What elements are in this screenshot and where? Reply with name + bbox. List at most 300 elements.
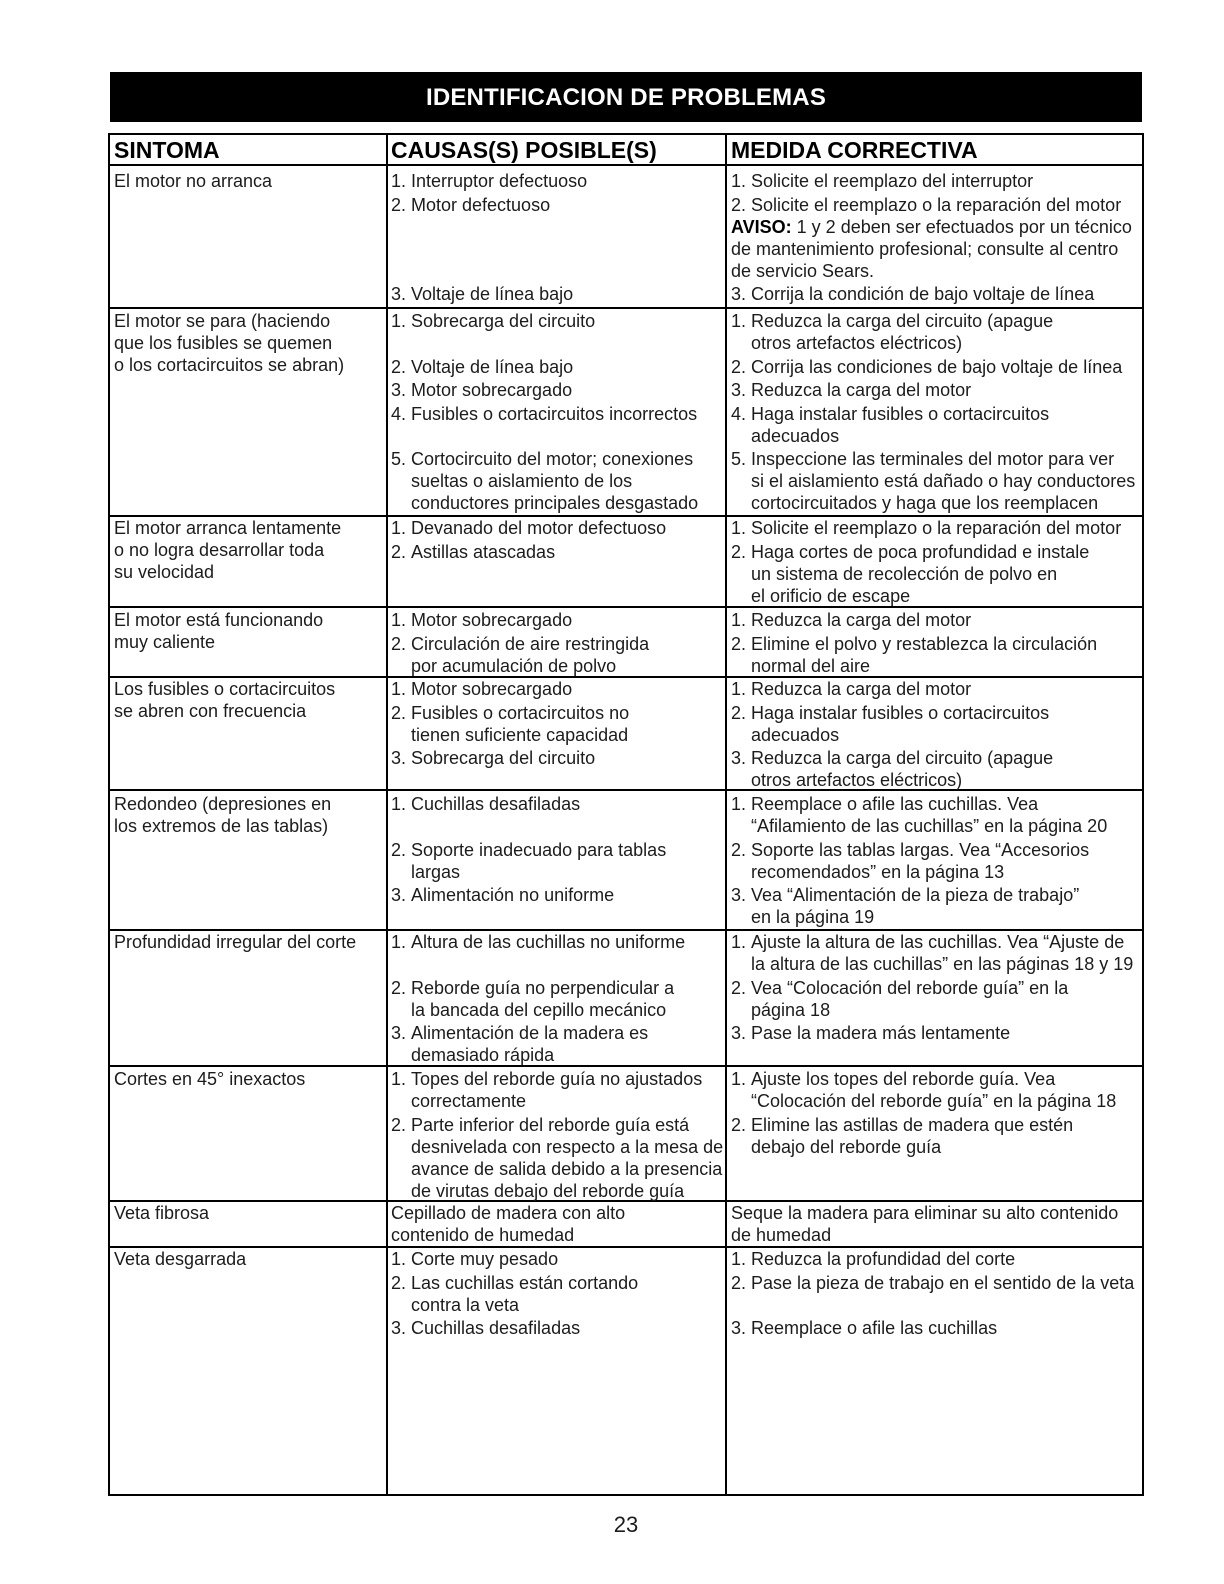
cause-remedy-pair	[388, 609, 1142, 631]
cause-remedy-pair	[388, 403, 1142, 447]
symptom-text-line: muy caliente	[114, 632, 216, 652]
remedy-text-line: debajo del reborde guía	[751, 1136, 942, 1157]
cause-number: 1.	[391, 610, 407, 630]
cause-remedy-pair	[388, 379, 1142, 401]
remedy-text-line: Elimine las astillas de madera que estén	[751, 1114, 1074, 1135]
remedy-entry	[731, 1317, 1142, 1339]
cause-number: 1.	[391, 171, 407, 191]
cause-remedy-group	[388, 1068, 1142, 1202]
cause-cell	[388, 283, 727, 305]
cause-remedy-pair	[388, 1202, 1142, 1246]
remedy-number: 1.	[731, 518, 747, 538]
cause-text-line: avance de salida debido a la presencia	[411, 1158, 723, 1179]
header-symptom: SINTOMA	[114, 137, 220, 163]
cause-number: 3.	[391, 284, 407, 304]
problem-row	[110, 929, 1142, 1065]
cause-text-line: Reborde guía no perpendicular a	[411, 977, 675, 998]
cause-text-line: Motor sobrecargado	[411, 679, 573, 699]
cause-cell	[388, 884, 727, 928]
symptom-cell	[110, 170, 388, 192]
remedy-text-line: Haga cortes de poca profundidad e instale	[751, 541, 1090, 562]
cause-cell	[388, 356, 727, 378]
remedy-entry	[731, 541, 1142, 607]
header-causes: CAUSAS(S) POSIBLE(S)	[391, 137, 657, 163]
cause-remedy-pair	[388, 541, 1142, 607]
cause-text-line: Motor sobrecargado	[411, 610, 573, 630]
cause-text-line: Motor defectuoso	[411, 194, 551, 215]
remedy-entry	[731, 1248, 1142, 1270]
cause-cell	[388, 403, 727, 447]
remedy-text-line: Haga instalar fusibles o cortacircuitos	[751, 403, 1050, 424]
remedy-number: 3.	[731, 284, 747, 304]
cause-remedy-group	[388, 517, 1142, 607]
aviso-note	[731, 216, 1142, 282]
problem-row	[110, 307, 1142, 515]
cause-remedy-pair	[388, 977, 1142, 1021]
remedy-entry	[731, 839, 1142, 883]
remedy-text-line: adecuados	[751, 425, 840, 446]
remedy-text-line: Soporte las tablas largas. Vea “Accesorios	[751, 839, 1090, 860]
aviso-label: AVISO:	[731, 216, 792, 237]
remedy-text-line: Pase la pieza de trabajo en el sentido de la veta	[751, 1272, 1135, 1293]
cause-text-line: sueltas o aislamiento de los	[411, 471, 633, 491]
cause-text-line: por acumulación de polvo	[411, 655, 617, 676]
remedy-entry	[731, 310, 1142, 354]
page-title: IDENTIFICACION DE PROBLEMAS	[110, 72, 1142, 122]
remedy-text-line: otros artefactos eléctricos)	[751, 333, 963, 353]
symptom-cell	[110, 609, 388, 653]
aviso-text-line	[731, 260, 1142, 282]
remedy-number: 3.	[731, 1318, 747, 1338]
remedy-entry	[731, 403, 1142, 447]
cause-text-line: conductores principales desgastado	[411, 493, 699, 513]
remedy-entry	[731, 609, 1142, 631]
remedy-text-line: Reduzca la carga del motor	[751, 380, 972, 400]
symptom-cell	[110, 793, 388, 837]
cause-text-line: demasiado rápida	[411, 1045, 555, 1065]
symptom-text-line: El motor arranca lentamente	[114, 518, 342, 538]
cause-entry	[391, 884, 727, 906]
cause-entry	[391, 1022, 727, 1066]
cause-entry	[391, 1272, 727, 1316]
cause-number: 3.	[391, 885, 407, 905]
cause-remedy-pair	[388, 194, 1142, 282]
cause-remedy-pair	[388, 1248, 1142, 1270]
cause-remedy-group	[388, 609, 1142, 677]
cause-entry	[391, 448, 727, 514]
remedy-text-line: Reemplace o afile las cuchillas. Vea	[751, 794, 1039, 814]
cause-entry	[391, 310, 727, 332]
remedy-cell	[727, 170, 1142, 192]
cause-text-line: Alimentación no uniforme	[411, 885, 615, 905]
cause-remedy-group	[388, 170, 1142, 305]
remedy-cell	[727, 310, 1142, 354]
remedy-entry	[731, 1114, 1142, 1158]
remedy-text-line: Vea “Colocación del reborde guía” en la	[751, 977, 1069, 998]
cause-text-line: Altura de las cuchillas no uniforme	[411, 932, 686, 952]
cause-remedy-pair	[388, 793, 1142, 837]
cause-entry	[391, 356, 727, 378]
cause-entry	[391, 678, 727, 700]
remedy-entry	[731, 194, 1142, 216]
cause-cell	[388, 194, 727, 282]
remedy-text-line: Ajuste la altura de las cuchillas. Vea “Ajuste de	[751, 932, 1125, 952]
cause-number: 2.	[391, 702, 407, 723]
cause-number: 5.	[391, 449, 407, 469]
aviso-text-line	[731, 216, 1142, 238]
cause-entry	[391, 747, 727, 769]
symptom-text-line: El motor está funcionando	[114, 610, 324, 630]
remedy-text-line: adecuados	[751, 724, 840, 745]
remedy-text-line: “Afilamiento de las cuchillas” en la página 20	[751, 816, 1108, 836]
cause-text-line: contenido de humedad	[391, 1225, 575, 1245]
remedy-text-line: Pase la madera más lentamente	[751, 1023, 1011, 1043]
cause-remedy-group	[388, 1202, 1142, 1246]
cause-number: 1.	[391, 794, 407, 814]
remedy-text-line: de humedad	[731, 1225, 832, 1245]
cause-number: 1.	[391, 311, 407, 331]
remedy-text-line: la altura de las cuchillas” en las páginas 18 y 19	[751, 954, 1134, 974]
cause-cell	[388, 1068, 727, 1112]
cause-entry	[391, 609, 727, 631]
remedy-text-line: recomendados” en la página 13	[751, 861, 1005, 882]
cause-text-line: tienen suficiente capacidad	[411, 724, 629, 745]
cause-entry	[391, 283, 727, 305]
remedy-cell	[727, 678, 1142, 700]
cause-entry	[391, 977, 727, 1021]
symptom-text-line: Profundidad irregular del corte	[114, 932, 357, 952]
remedy-text-line: Inspeccione las terminales del motor para ver	[751, 449, 1115, 469]
cause-cell	[388, 541, 727, 607]
cause-number: 2.	[391, 541, 407, 562]
cause-cell	[388, 1022, 727, 1066]
aviso-text: 1 y 2 deben ser efectuados por un técnico	[796, 216, 1132, 237]
cause-remedy-pair	[388, 356, 1142, 378]
cause-remedy-pair	[388, 1272, 1142, 1316]
remedy-cell	[727, 1068, 1142, 1112]
cause-cell	[388, 839, 727, 883]
symptom-cell	[110, 1068, 388, 1090]
remedy-number: 3.	[731, 885, 747, 905]
remedy-text-line: el orificio de escape	[751, 585, 911, 606]
symptom-text-line: se abren con frecuencia	[114, 701, 307, 721]
remedy-cell	[727, 1022, 1142, 1066]
cause-remedy-pair	[388, 517, 1142, 539]
cause-remedy-group	[388, 931, 1142, 1066]
problem-row	[110, 606, 1142, 676]
cause-text-line: Cuchillas desafiladas	[411, 794, 581, 814]
cause-entry	[391, 931, 727, 953]
cause-text-line: Cuchillas desafiladas	[411, 1318, 581, 1338]
remedy-text-line: Solicite el reemplazo o la reparación del motor	[751, 194, 1122, 215]
cause-remedy-group	[388, 1248, 1142, 1339]
symptom-cell	[110, 1202, 388, 1224]
remedy-cell	[727, 793, 1142, 837]
cause-remedy-pair	[388, 1022, 1142, 1066]
cause-text-line: Interruptor defectuoso	[411, 171, 588, 191]
symptom-cell	[110, 678, 388, 722]
remedy-number: 1.	[731, 311, 747, 331]
cause-remedy-pair	[388, 170, 1142, 192]
cause-text-line: Alimentación de la madera es	[411, 1023, 649, 1043]
problem-row	[110, 676, 1142, 789]
remedy-cell	[727, 379, 1142, 401]
column-divider	[386, 135, 388, 1494]
problem-row	[110, 1200, 1142, 1246]
remedy-text-line: Elimine el polvo y restablezca la circulación	[751, 633, 1098, 654]
remedy-entry	[731, 678, 1142, 700]
remedy-number: 3.	[731, 748, 747, 768]
symptom-text-line: Los fusibles o cortacircuitos	[114, 679, 336, 699]
cause-cell	[388, 170, 727, 192]
cause-remedy-pair	[388, 310, 1142, 354]
remedy-entry	[731, 170, 1142, 192]
cause-remedy-pair	[388, 747, 1142, 791]
remedy-cell	[727, 609, 1142, 631]
remedy-text-line: Reduzca la profundidad del corte	[751, 1249, 1016, 1269]
cause-entry	[391, 633, 727, 677]
symptom-cell	[110, 517, 388, 583]
remedy-number: 1.	[731, 794, 747, 814]
cause-number: 2.	[391, 1114, 407, 1135]
cause-remedy-pair	[388, 884, 1142, 928]
cause-number: 1.	[391, 518, 407, 538]
remedy-entry	[731, 1272, 1142, 1294]
cause-cell	[388, 633, 727, 677]
cause-text-line: Corte muy pesado	[411, 1249, 559, 1269]
remedy-text-line: Solicite el reemplazo o la reparación del motor	[751, 518, 1122, 538]
aviso-text: de mantenimiento profesional; consulte al centro	[731, 238, 1119, 259]
cause-number: 2.	[391, 1272, 407, 1293]
remedy-cell	[727, 839, 1142, 883]
cause-number: 2.	[391, 633, 407, 654]
cause-text-line: Las cuchillas están cortando	[411, 1272, 639, 1293]
cause-cell	[388, 1272, 727, 1316]
cause-entry	[391, 1317, 727, 1339]
symptom-text-line: su velocidad	[114, 562, 215, 582]
remedy-entry	[731, 633, 1142, 677]
cause-number: 1.	[391, 1069, 407, 1089]
remedy-entry	[731, 747, 1142, 791]
remedy-number: 1.	[731, 1249, 747, 1269]
remedy-entry	[731, 517, 1142, 539]
troubleshooting-table	[108, 133, 1144, 1496]
cause-text-line: Circulación de aire restringida	[411, 633, 650, 654]
cause-cell	[388, 678, 727, 700]
cause-entry	[391, 541, 727, 563]
remedy-cell	[727, 356, 1142, 378]
cause-text-line: Sobrecarga del circuito	[411, 748, 596, 768]
remedy-text-line: Reduzca la carga del circuito (apague	[751, 748, 1054, 768]
table-header-row	[110, 135, 1142, 164]
aviso-text: de servicio Sears.	[731, 260, 875, 281]
cause-number: 2.	[391, 839, 407, 860]
remedy-text-line: un sistema de recolección de polvo en	[751, 563, 1058, 584]
cause-text-line: Sobrecarga del circuito	[411, 311, 596, 331]
cause-text-line: contra la veta	[411, 1294, 520, 1315]
remedy-cell	[727, 1317, 1142, 1339]
remedy-number: 2.	[731, 839, 747, 860]
remedy-cell	[727, 517, 1142, 539]
symptom-text-line: Veta desgarrada	[114, 1249, 247, 1269]
cause-entry	[391, 170, 727, 192]
cause-text-line: Fusibles o cortacircuitos no	[411, 702, 630, 723]
remedy-number: 4.	[731, 403, 747, 424]
remedy-text-line: Solicite el reemplazo del interruptor	[751, 171, 1034, 191]
cause-text-line: Topes del reborde guía no ajustados	[411, 1069, 703, 1089]
problem-row	[110, 1246, 1142, 1494]
cause-remedy-group	[388, 310, 1142, 514]
symptom-text-line: El motor se para (haciendo	[114, 311, 331, 331]
cause-entry	[391, 194, 727, 216]
remedy-number: 2.	[731, 702, 747, 723]
problem-row	[110, 515, 1142, 606]
symptom-text-line: Cortes en 45° inexactos	[114, 1069, 306, 1089]
cause-text-line: Voltaje de línea bajo	[411, 284, 574, 304]
cause-text-line: largas	[411, 861, 461, 882]
cause-number: 2.	[391, 194, 407, 215]
cause-text-line: Parte inferior del reborde guía está	[411, 1114, 690, 1135]
remedy-cell	[727, 1114, 1142, 1202]
cause-cell	[388, 1248, 727, 1270]
remedy-entry	[731, 283, 1142, 305]
cause-cell	[388, 1114, 727, 1202]
header-remedy: MEDIDA CORRECTIVA	[731, 137, 978, 163]
cause-remedy-pair	[388, 1317, 1142, 1339]
cause-number: 3.	[391, 1023, 407, 1043]
problem-row	[110, 164, 1142, 307]
remedy-text-line: Seque la madera para eliminar su alto contenido	[731, 1203, 1119, 1223]
remedy-entry	[731, 977, 1142, 1021]
remedy-cell	[727, 1202, 1142, 1246]
remedy-number: 3.	[731, 1023, 747, 1043]
symptom-cell	[110, 310, 388, 376]
remedy-entry	[731, 931, 1142, 975]
remedy-text-line: Haga instalar fusibles o cortacircuitos	[751, 702, 1050, 723]
cause-entry	[391, 379, 727, 401]
remedy-number: 1.	[731, 171, 747, 191]
remedy-text-line: Reduzca la carga del motor	[751, 679, 972, 699]
cause-text-line: Soporte inadecuado para tablas	[411, 839, 667, 860]
cause-text-line: Cortocircuito del motor; conexiones	[411, 449, 694, 469]
cause-number: 1.	[391, 679, 407, 699]
cause-cell	[388, 448, 727, 514]
cause-text-line: Voltaje de línea bajo	[411, 356, 574, 377]
column-divider	[725, 135, 727, 1494]
symptom-text-line: que los fusibles se quemen	[114, 333, 333, 353]
cause-remedy-pair	[388, 283, 1142, 305]
remedy-cell	[727, 1248, 1142, 1270]
remedy-text-line: “Colocación del reborde guía” en la página 18	[751, 1091, 1117, 1111]
symptom-text-line: Redondeo (depresiones en	[114, 794, 332, 814]
cause-number: 3.	[391, 1318, 407, 1338]
cause-entry	[391, 793, 727, 815]
cause-number: 3.	[391, 748, 407, 768]
symptom-text-line: El motor no arranca	[114, 171, 273, 191]
problem-row	[110, 789, 1142, 929]
remedy-text-line: Reduzca la carga del motor	[751, 610, 972, 630]
remedy-entry	[731, 448, 1142, 514]
cause-cell	[388, 931, 727, 975]
cause-text-line: Devanado del motor defectuoso	[411, 518, 667, 538]
cause-cell	[388, 793, 727, 837]
remedy-entry	[731, 793, 1142, 837]
cause-number: 3.	[391, 380, 407, 400]
cause-entry	[391, 1248, 727, 1270]
cause-text-line: Motor sobrecargado	[411, 380, 573, 400]
cause-text-line: Cepillado de madera con alto	[391, 1203, 626, 1223]
remedy-number: 1.	[731, 679, 747, 699]
remedy-cell	[727, 884, 1142, 928]
cause-remedy-pair	[388, 678, 1142, 700]
remedy-entry	[731, 1022, 1142, 1044]
cause-remedy-pair	[388, 1114, 1142, 1202]
symptom-text-line: o los cortacircuitos se abran)	[114, 355, 345, 375]
symptom-text-line: o no logra desarrollar toda	[114, 540, 325, 560]
symptom-cell	[110, 1248, 388, 1270]
remedy-entry	[731, 1068, 1142, 1112]
remedy-number: 1.	[731, 610, 747, 630]
remedy-cell	[727, 931, 1142, 975]
cause-number: 1.	[391, 1249, 407, 1269]
cause-entry	[391, 1068, 727, 1112]
cause-entry	[391, 1114, 727, 1202]
cause-number: 2.	[391, 356, 407, 377]
remedy-cell	[727, 702, 1142, 746]
cause-cell	[388, 1317, 727, 1339]
remedy-cell	[727, 747, 1142, 791]
cause-cell	[388, 702, 727, 746]
cause-cell	[388, 609, 727, 631]
remedy-cell	[727, 541, 1142, 607]
remedy-cell	[727, 633, 1142, 677]
remedy-number: 2.	[731, 541, 747, 562]
remedy-text-line: Vea “Alimentación de la pieza de trabajo”	[751, 885, 1080, 905]
cause-remedy-pair	[388, 448, 1142, 514]
cause-remedy-pair	[388, 839, 1142, 883]
cause-entry	[391, 403, 727, 425]
cause-cell	[388, 379, 727, 401]
remedy-text-line: página 18	[751, 999, 831, 1020]
aviso-text-line	[731, 238, 1142, 260]
cause-cell	[388, 747, 727, 791]
remedy-number: 5.	[731, 449, 747, 469]
remedy-cell	[727, 977, 1142, 1021]
cause-cell	[388, 310, 727, 354]
problem-row	[110, 1065, 1142, 1200]
remedy-number: 2.	[731, 977, 747, 998]
cause-remedy-pair	[388, 1068, 1142, 1112]
remedy-entry	[731, 379, 1142, 401]
cause-text-line: de virutas debajo del reborde guía	[411, 1180, 685, 1201]
cause-text-line: Fusibles o cortacircuitos incorrectos	[411, 403, 698, 424]
cause-entry	[391, 517, 727, 539]
remedy-cell	[727, 194, 1142, 282]
remedy-text-line: cortocircuitados y haga que los reemplacen	[751, 493, 1099, 513]
cause-cell	[388, 517, 727, 539]
remedy-text-line: Reemplace o afile las cuchillas	[751, 1318, 998, 1338]
remedy-cell	[727, 448, 1142, 514]
remedy-text-line: otros artefactos eléctricos)	[751, 770, 963, 790]
remedy-number: 2.	[731, 1272, 747, 1293]
cause-number: 2.	[391, 977, 407, 998]
remedy-number: 2.	[731, 194, 747, 215]
cause-text-line: correctamente	[411, 1091, 527, 1111]
remedy-text-line: Ajuste los topes del reborde guía. Vea	[751, 1069, 1056, 1089]
remedy-number: 2.	[731, 1114, 747, 1135]
cause-text-line: la bancada del cepillo mecánico	[411, 999, 667, 1020]
cause-number: 4.	[391, 403, 407, 424]
